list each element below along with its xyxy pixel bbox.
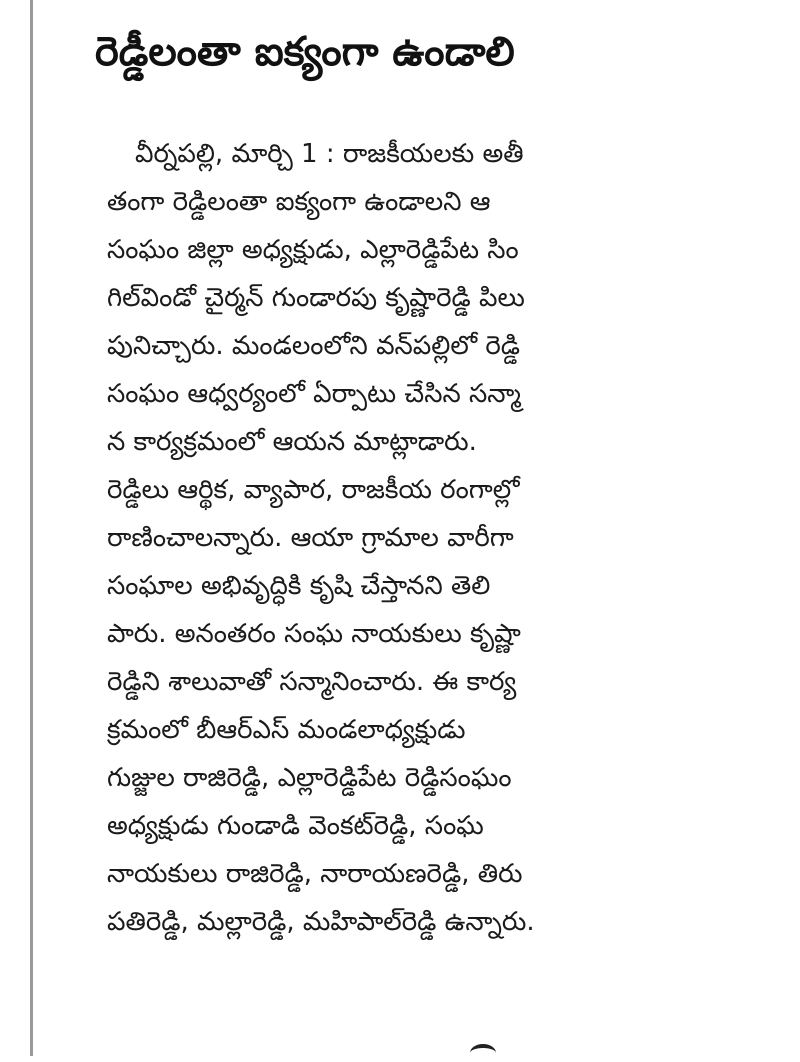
article-line: సంఘం ఆధ్వర్యంలో ఏర్పాటు చేసిన సన్మా (107, 379, 521, 409)
article-line: క్రమంలో బీఆర్ఎస్ మండలాధ్యక్షుడు (107, 715, 466, 745)
article-line: పునిచ్చారు. మండలంలోని వన్‌పల్లిలో రెడ్డి (107, 331, 521, 361)
article-line: పారు. అనంతరం సంఘ నాయకులు కృష్ణా (107, 619, 521, 649)
article-line: రాణించాలన్నారు. ఆయా గ్రామాల వారీగా (107, 523, 514, 553)
article-line: పతిరెడ్డి, మల్లారెడ్డి, మహిపాల్‌రెడ్డి ఉన్నారు. (107, 907, 535, 937)
news-article (95, 20, 695, 937)
article-body (107, 130, 667, 946)
article-line: రెడ్డిని శాలువాతో సన్మానించారు. ఈ కార్య (107, 667, 517, 697)
article-line: అధ్యక్షుడు గుండాడి వెంకట్‌రెడ్డి, సంఘ (107, 811, 484, 841)
article-line: న కార్యక్రమంలో ఆయన మాట్లాడారు. (107, 427, 477, 457)
column-divider-line (30, 0, 33, 1056)
article-line: తంగా రెడ్డిలంతా ఐక్యంగా ఉండాలని ఆ (107, 187, 491, 217)
cropped-text-fragment (470, 1044, 496, 1062)
article-headline: రెడ్డీలంతా ఐక్యంగా ఉండాలి (95, 29, 515, 75)
article-line: నాయకులు రాజిరెడ్డి, నారాయణరెడ్డి, తిరు (107, 859, 523, 889)
article-line: గిల్‌విండో చైర్మన్ గుండారపు కృష్ణారెడ్డి పిలు (107, 283, 525, 313)
article-line: సంఘం జిల్లా అధ్యక్షుడు, ఎల్లారెడ్డిపేట సిం (107, 235, 519, 265)
article-line: రెడ్డిలు ఆర్థిక, వ్యాపార, రాజకీయ రంగాల్లో (107, 475, 520, 505)
article-line: సంఘాల అభివృద్ధికి కృషి చేస్తానని తెలి (107, 571, 491, 601)
article-line: గుజ్జుల రాజిరెడ్డి, ఎల్లారెడ్డిపేట రెడ్డిసంఘం (107, 763, 512, 793)
article-line: వీర్నపల్లి, మార్చి 1 : రాజకీయలకు అతీ (135, 139, 524, 169)
